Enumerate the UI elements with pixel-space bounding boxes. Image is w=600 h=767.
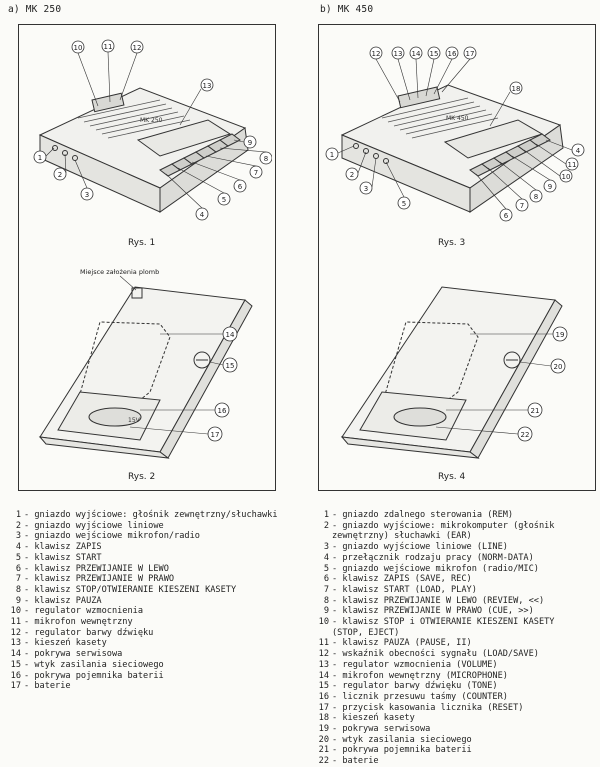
legend-item — [314, 735, 598, 746]
callout-3-17: 17 — [465, 50, 475, 58]
legend-item — [6, 681, 296, 692]
legend-number: 21 — [318, 745, 329, 756]
battery-cell — [394, 408, 446, 426]
callout-3-15: 15 — [429, 50, 439, 58]
legend-item — [6, 510, 296, 521]
legend-item — [314, 542, 598, 553]
legend-text: - wtyk zasilania sieciowego — [24, 659, 164, 670]
legend-text: - wtyk zasilania sieciowego — [332, 734, 472, 745]
legend-text: - gniazdo wyjściowe: głośnik zewnętrzny/słuchawki — [24, 510, 278, 520]
legend-item — [314, 703, 598, 714]
legend-number: 11 — [318, 638, 329, 649]
legend-text: - pokrywa serwisowa — [24, 649, 123, 660]
legend-text: - regulator wzmocnienia (VOLUME) — [332, 659, 498, 670]
legend-item — [314, 660, 598, 671]
legend-number: 8 — [323, 595, 329, 606]
legend-item — [314, 628, 598, 639]
legend-number: 7 — [323, 584, 329, 595]
legend-number: 15 — [318, 681, 329, 692]
legend-number: 17 — [318, 702, 329, 713]
callout-3-2: 2 — [349, 171, 355, 179]
legend-right — [314, 510, 598, 767]
callout-1-2: 2 — [57, 171, 63, 179]
legend-text: - klawisz PRZEWIJANIE W LEWO — [24, 563, 169, 574]
legend-number: 1 — [323, 510, 329, 520]
seal-label: Miejsce założenia plomb — [80, 268, 160, 276]
legend-number: 10 — [318, 617, 329, 628]
legend-number: 10 — [10, 606, 21, 617]
figure-rys1 — [20, 30, 272, 235]
legend-text: - klawisz ZAPIS — [24, 542, 102, 553]
legend-number: 6 — [15, 563, 21, 574]
legend-item — [314, 585, 598, 596]
callout-3-13: 13 — [393, 50, 403, 58]
legend-text: - baterie — [332, 756, 379, 767]
legend-item — [6, 585, 296, 596]
callout-3-12: 12 — [371, 50, 381, 58]
legend-text: - wskaźnik obecności sygnału (LOAD/SAVE) — [332, 649, 539, 660]
legend-text: - kieszeń kasety — [332, 713, 415, 724]
legend-item — [314, 510, 598, 521]
legend-item — [6, 628, 296, 639]
legend-text: - baterie — [24, 681, 71, 692]
legend-text: - pokrywa pojemnika baterii — [332, 745, 472, 756]
callout-1-4: 4 — [199, 211, 205, 219]
legend-item — [314, 617, 598, 628]
legend-number: 18 — [318, 713, 329, 724]
legend-text: (STOP, EJECT) — [332, 627, 400, 638]
legend-number: 12 — [318, 649, 329, 660]
legend-text: - klawisz ZAPIS (SAVE, REC) — [332, 574, 472, 585]
callout-1-3: 3 — [84, 191, 90, 199]
legend-item — [314, 574, 598, 585]
legend-item — [6, 574, 296, 585]
legend-item — [6, 531, 296, 542]
legend-number: 16 — [318, 691, 329, 702]
callout-4-20: 20 — [553, 363, 563, 371]
callout-1-5: 5 — [221, 196, 227, 204]
caption-rys3: Rys. 3 — [438, 238, 466, 248]
legend-number: 4 — [323, 552, 329, 563]
callout-2-14: 14 — [225, 331, 235, 339]
figure-rys2 — [20, 262, 272, 467]
legend-number: 13 — [318, 659, 329, 670]
legend-text: - regulator wzmocnienia — [24, 606, 143, 617]
callout-1-12: 12 — [132, 44, 142, 52]
legend-number: 1 — [15, 510, 21, 520]
legend-text: - klawisz STOP i OTWIERANIE KIESZENI KASETY — [332, 617, 555, 628]
legend-text: - klawisz STOP/OTWIERANIE KIESZENI KASETY — [24, 584, 237, 595]
legend-number: 19 — [318, 724, 329, 735]
callout-3-6: 6 — [503, 212, 509, 220]
legend-number: 17 — [10, 681, 21, 692]
legend-item — [314, 713, 598, 724]
legend-text: - klawisz START (LOAD, PLAY) — [332, 584, 477, 595]
legend-text: - pokrywa pojemnika baterii — [24, 670, 164, 681]
legend-item — [314, 564, 598, 575]
legend-number: 22 — [318, 756, 329, 767]
caption-rys2: Rys. 2 — [128, 472, 156, 482]
callout-4-21: 21 — [530, 407, 540, 415]
legend-item — [314, 692, 598, 703]
legend-text: - gniazdo wejściowe mikrofon/radio — [24, 531, 200, 542]
legend-item — [6, 660, 296, 671]
legend-text: - gniazdo wyjściowe liniowe — [24, 520, 164, 531]
legend-number: 9 — [323, 606, 329, 617]
legend-text: - licznik przesuwu taśmy (COUNTER) — [332, 691, 508, 702]
callout-3-1: 1 — [329, 151, 335, 159]
callout-4-22: 22 — [520, 431, 530, 439]
legend-left — [6, 510, 296, 692]
legend-text: - klawisz PRZEWIJANIE W PRAWO (CUE, >>) — [332, 606, 534, 617]
callout-3-3: 3 — [363, 185, 369, 193]
battery-label: 15V — [128, 417, 140, 424]
callout-1-13: 13 — [202, 82, 212, 90]
legend-item — [6, 649, 296, 660]
callout-3-16: 16 — [447, 50, 457, 58]
legend-number: 5 — [323, 563, 329, 574]
legend-number: 4 — [15, 542, 21, 553]
legend-item — [314, 553, 598, 564]
caption-rys4: Rys. 4 — [438, 472, 466, 482]
legend-item — [314, 756, 598, 767]
callout-1-10: 10 — [73, 44, 83, 52]
legend-item — [314, 606, 598, 617]
legend-item — [6, 553, 296, 564]
legend-number: 6 — [323, 574, 329, 585]
callout-4-19: 19 — [555, 331, 565, 339]
legend-text: - klawisz START — [24, 552, 102, 563]
legend-text: - przycisk kasowania licznika (RESET) — [332, 702, 524, 713]
legend-text: - gniazdo wejściowe mikrofon (radio/MIC) — [332, 563, 539, 574]
callout-2-17: 17 — [210, 431, 220, 439]
legend-text: - regulator barwy dźwięku (TONE) — [332, 681, 498, 692]
legend-item — [6, 542, 296, 553]
legend-text: - regulator barwy dźwięku — [24, 627, 154, 638]
callout-1-8: 8 — [263, 155, 269, 163]
model-label-right: MK 450 — [446, 115, 469, 122]
callout-3-10: 10 — [561, 173, 571, 181]
callout-1-11: 11 — [103, 43, 113, 51]
legend-text: - pokrywa serwisowa — [332, 724, 431, 735]
callout-2-16: 16 — [217, 407, 227, 415]
callout-3-14: 14 — [411, 50, 421, 58]
legend-number: 16 — [10, 670, 21, 681]
legend-number: 9 — [15, 595, 21, 606]
legend-text: - gniazdo wyjściowe liniowe (LINE) — [332, 542, 508, 553]
legend-text: - klawisz PAUZA — [24, 595, 102, 606]
legend-item — [6, 638, 296, 649]
callout-1-1: 1 — [37, 154, 43, 162]
figure-rys4 — [320, 262, 592, 467]
legend-number: 13 — [10, 638, 21, 649]
callout-3-8: 8 — [533, 193, 539, 201]
legend-item — [314, 745, 598, 756]
legend-item — [6, 671, 296, 682]
legend-item — [314, 521, 598, 542]
callout-1-7: 7 — [253, 169, 259, 177]
callout-3-11: 11 — [567, 161, 577, 169]
legend-text: - kieszeń kasety — [24, 638, 107, 649]
legend-text: - klawisz PRZEWIJANIE W PRAWO — [24, 574, 175, 585]
legend-text: - przełącznik rodzaju pracy (NORM-DATA) — [332, 552, 534, 563]
callout-3-9: 9 — [547, 183, 553, 191]
callout-2-15: 15 — [225, 362, 235, 370]
legend-number: 7 — [15, 574, 21, 585]
legend-number: 12 — [10, 627, 21, 638]
legend-item — [6, 617, 296, 628]
legend-item — [6, 564, 296, 575]
legend-number: 3 — [15, 531, 21, 542]
legend-number: 2 — [15, 520, 21, 531]
legend-text: - klawisz PRZEWIJANIE W LEWO (REVIEW, <<) — [332, 595, 545, 606]
callout-1-6: 6 — [237, 183, 243, 191]
legend-number: 2 — [323, 520, 329, 531]
callout-3-7: 7 — [519, 202, 525, 210]
figure-rys3 — [320, 30, 592, 235]
legend-item — [314, 724, 598, 735]
legend-number: 20 — [318, 734, 329, 745]
header-left: a) MK 250 — [8, 4, 62, 15]
model-label-left: MK 250 — [140, 117, 163, 124]
legend-item — [6, 521, 296, 532]
legend-number: 14 — [10, 649, 21, 660]
callout-3-18: 18 — [511, 85, 521, 93]
header-right: b) MK 450 — [320, 4, 374, 15]
legend-item — [314, 596, 598, 607]
legend-number: 15 — [10, 659, 21, 670]
legend-item — [314, 638, 598, 649]
legend-text: - gniazdo wyjściowe: mikrokomputer (głośnik zewnętrzny) słuchawki (EAR) — [332, 520, 555, 542]
caption-rys1: Rys. 1 — [128, 238, 156, 248]
legend-text: - klawisz PAUZA (PAUSE, II) — [332, 638, 472, 649]
legend-item — [314, 649, 598, 660]
legend-number: 14 — [318, 670, 329, 681]
legend-text: - mikrofon wewnętrzny (MICROPHONE) — [332, 670, 508, 681]
legend-item — [314, 681, 598, 692]
legend-number: 3 — [323, 542, 329, 553]
callout-1-9: 9 — [247, 139, 253, 147]
legend-item — [6, 596, 296, 607]
legend-number: 8 — [15, 584, 21, 595]
legend-item — [6, 606, 296, 617]
legend-number: 11 — [10, 617, 21, 628]
legend-text: - mikrofon wewnętrzny — [24, 617, 133, 628]
legend-number: 5 — [15, 552, 21, 563]
callout-3-5: 5 — [401, 200, 407, 208]
legend-text: - gniazdo zdalnego sterowania (REM) — [332, 510, 514, 520]
legend-item — [314, 671, 598, 682]
callout-3-4: 4 — [575, 147, 581, 155]
